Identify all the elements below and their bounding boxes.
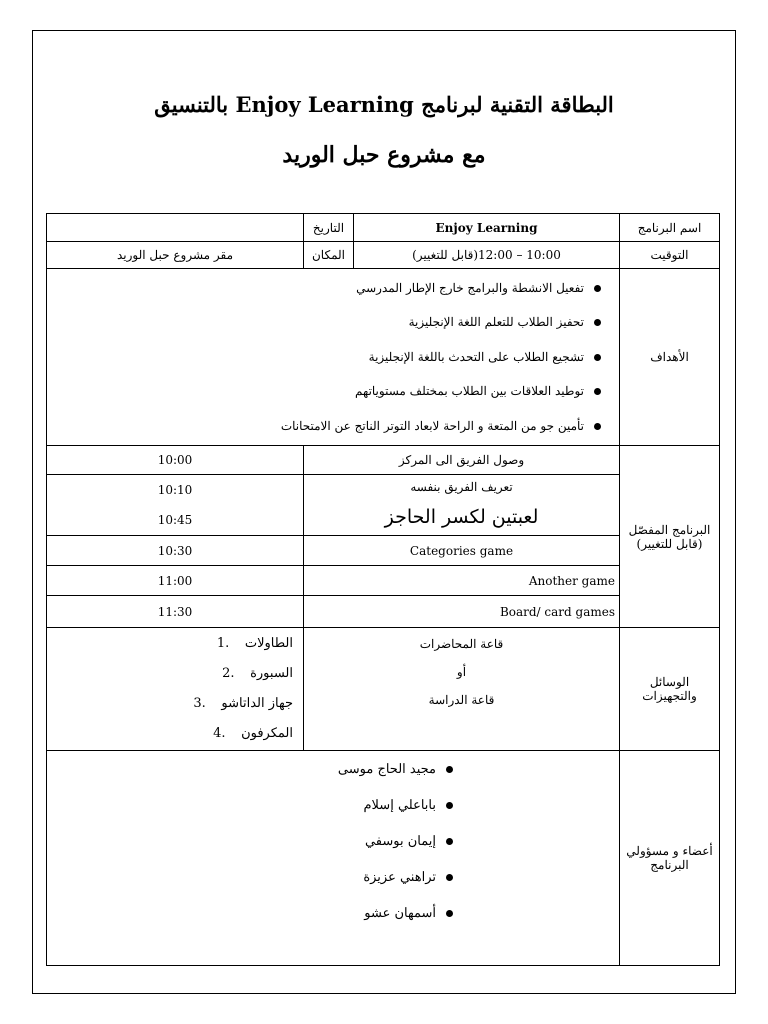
schedule-time: 10:30 [47, 536, 304, 566]
schedule-row [47, 596, 720, 628]
row-timing [47, 242, 720, 269]
row-equipment [47, 628, 720, 751]
tools-list [51, 629, 299, 749]
venue-item: قاعة الدراسة [428, 693, 495, 707]
bullet-icon [446, 910, 453, 917]
goal-item: تأمين جو من المتعة و الراحة لابعاد التوتر الناتج عن الامتحانات [47, 409, 601, 444]
schedule-label-line2: (قابل للتغيير) [636, 536, 703, 551]
schedule-activity: تعريف الفريق بنفسه [410, 480, 513, 494]
schedule-time: 11:30 [47, 596, 304, 628]
members-cell [47, 751, 620, 966]
schedule-time: 10:45 [157, 513, 193, 527]
bullet-icon [594, 319, 601, 326]
row-goals [47, 269, 720, 446]
title-line-2: مع مشروع حبل الوريد [282, 142, 486, 168]
venue-or: أو [456, 665, 467, 679]
goal-item: تحفيز الطلاب للتعلم اللغة الإنجليزية [47, 305, 601, 340]
tool-item: الطاولات1. [216, 636, 293, 651]
member-item: باباعلي إسلام [47, 788, 453, 824]
tool-item: السبورة2. [222, 666, 293, 681]
bullet-icon [446, 766, 453, 773]
equipment-label: الوسائل والتجهيزات [620, 628, 720, 751]
goal-item: تشجيع الطلاب على التحدث باللغة الإنجليزية [47, 340, 601, 375]
timing-value: 10:00 – 12:00(قابل للتغيير) [354, 242, 620, 269]
title-line-1: البطاقة التقنية لبرنامج Enjoy Learning بالتنسيق [154, 92, 614, 117]
bullet-icon [446, 874, 453, 881]
tools-cell [47, 628, 304, 751]
place-value: مقر مشروع حبل الوريد [47, 242, 304, 269]
schedule-time: 11:00 [47, 566, 304, 596]
members-label: أعضاء و مسؤولي البرنامج [620, 751, 720, 966]
schedule-label [620, 446, 720, 628]
member-item: مجيد الحاج موسى [47, 752, 453, 788]
schedule-label-line1: البرنامج المفصّل [628, 522, 711, 537]
bullet-icon [594, 285, 601, 292]
goals-label: الأهداف [620, 269, 720, 446]
schedule-activity: وصول الفريق الى المركز [304, 446, 620, 475]
tool-item: جهاز الداتاشو3. [193, 696, 293, 711]
bullet-icon [594, 354, 601, 361]
bullet-icon [594, 388, 601, 395]
schedule-activity: Categories game [304, 536, 620, 566]
member-item: تراهني عزيزة [47, 860, 453, 896]
bullet-icon [594, 423, 601, 430]
program-name-value: Enjoy Learning [354, 214, 620, 242]
program-name-label: اسم البرنامج [620, 214, 720, 242]
goal-item: توطيد العلاقات بين الطلاب بمختلف مستوياتهم [47, 374, 601, 409]
schedule-time: 10:10 [157, 483, 193, 497]
date-value [47, 214, 304, 242]
date-label: التاريخ [304, 214, 354, 242]
program-card-table [46, 213, 720, 966]
schedule-activity: Another game [304, 566, 620, 596]
schedule-row-pair [47, 475, 720, 536]
member-item: إيمان بوسفي [47, 824, 453, 860]
goal-item: تفعيل الانشطة والبرامج خارج الإطار المدرسي [47, 271, 601, 306]
schedule-activity: Board/ card games [304, 596, 620, 628]
tool-item: المكرفون4. [213, 726, 293, 741]
venue-item: قاعة المحاضرات [419, 637, 504, 651]
schedule-row [47, 566, 720, 596]
member-item: أسمهان عشو [47, 896, 453, 932]
place-label: المكان [304, 242, 354, 269]
members-list [47, 751, 453, 932]
timing-label: التوقيت [620, 242, 720, 269]
schedule-row [47, 446, 720, 475]
venues-cell [304, 628, 620, 751]
bullet-icon [446, 802, 453, 809]
schedule-time: 10:00 [47, 446, 304, 475]
row-members [47, 751, 720, 966]
goals-list [47, 271, 619, 444]
row-program-name [47, 214, 720, 242]
goals-cell [47, 269, 620, 446]
schedule-activity: لعبتين لكسر الحاجز [384, 506, 539, 528]
schedule-row [47, 536, 720, 566]
bullet-icon [446, 838, 453, 845]
